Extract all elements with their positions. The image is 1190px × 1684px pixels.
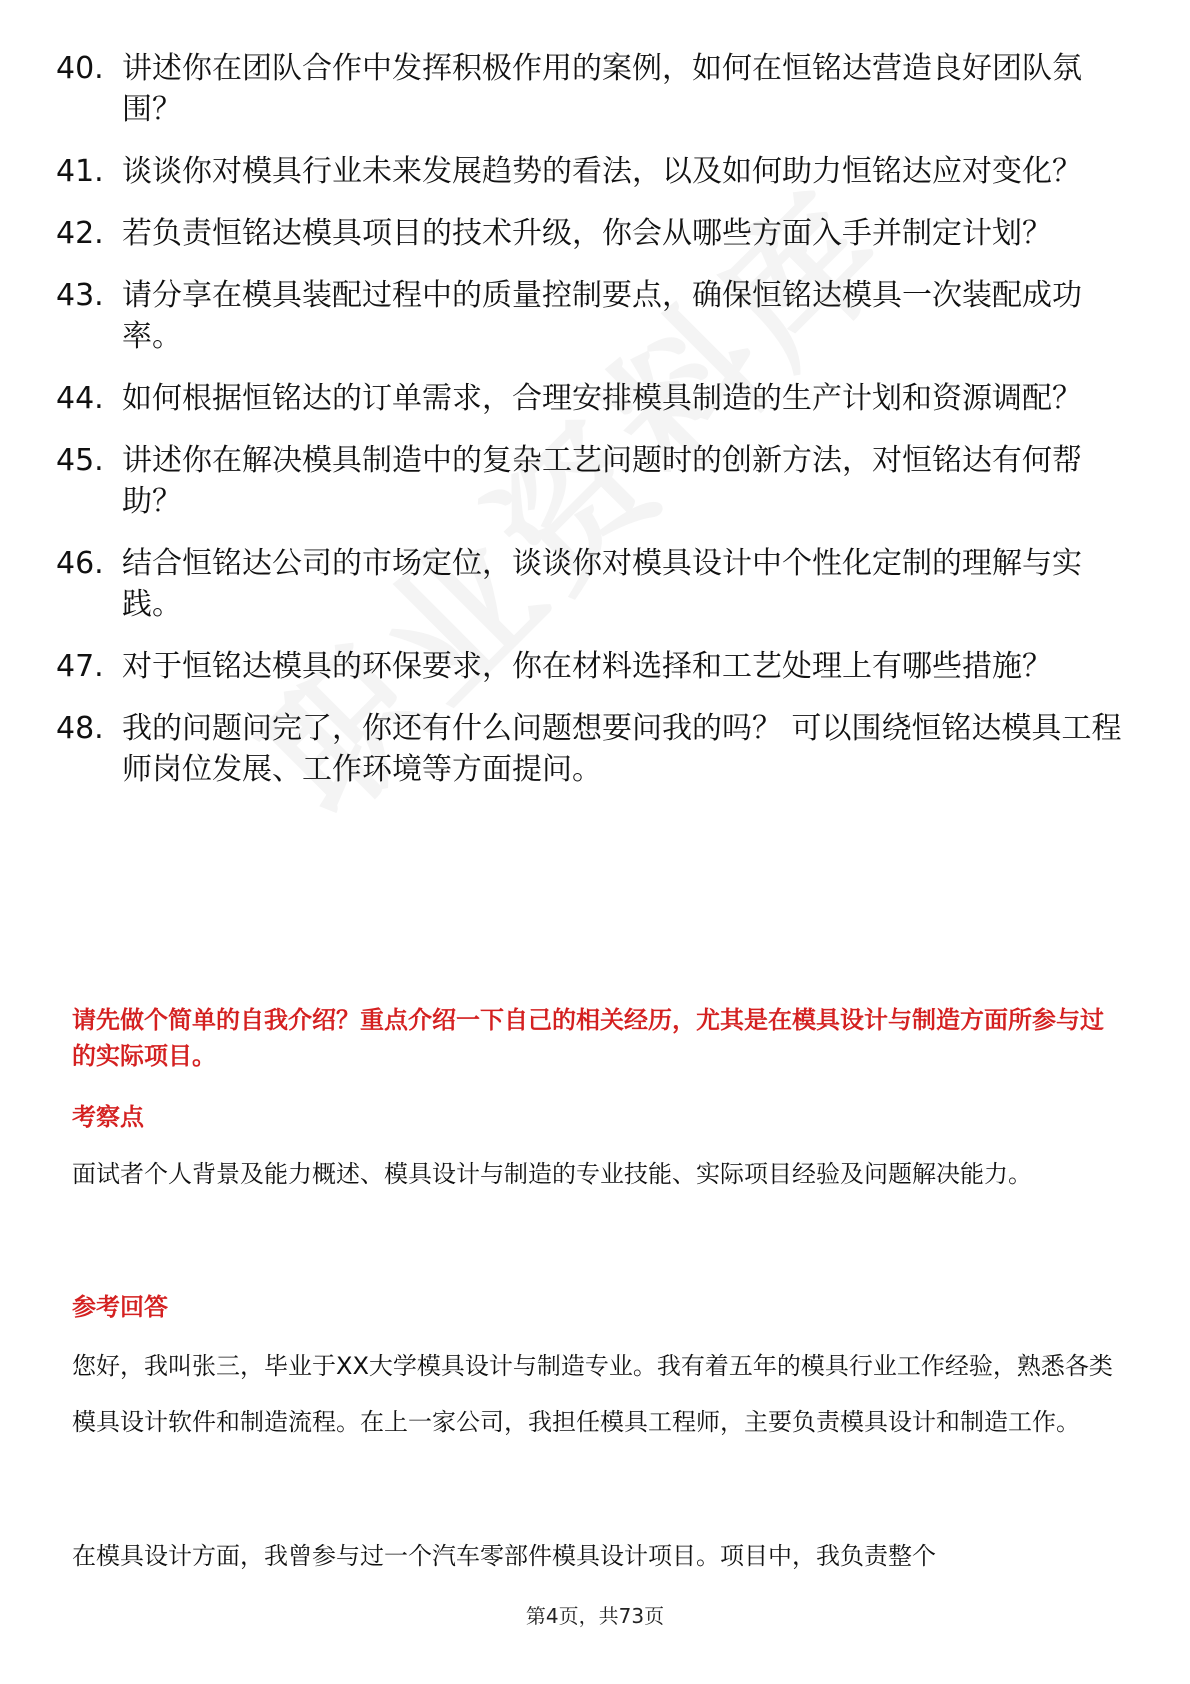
answer-label: 参考回答 bbox=[72, 1293, 168, 1321]
question-item bbox=[56, 213, 1126, 254]
question-item bbox=[56, 646, 1126, 687]
question-text: 若负责恒铭达模具项目的技术升级，你会从哪些方面入手并制定计划？ bbox=[122, 216, 1052, 251]
question-text: 请分享在模具装配过程中的质量控制要点，确保恒铭达模具一次装配成功率。 bbox=[122, 278, 1082, 354]
question-item bbox=[56, 543, 1126, 625]
focus-label: 考察点 bbox=[72, 1103, 144, 1131]
question-item bbox=[56, 48, 1126, 130]
page-footer: 第4页，共73页 bbox=[525, 1604, 665, 1628]
question-number: 46. bbox=[56, 546, 104, 581]
answer-paragraph: 您好，我叫张三，毕业于XX大学模具设计与制造专业。我有着五年的模具行业工作经验，熟悉各类模具设计软件和制造流程。在上一家公司，我担任模具工程师，主要负责模具设计和制造工作。 bbox=[72, 1352, 1113, 1436]
focus-text: 面试者个人背景及能力概述、模具设计与制造的专业技能、实际项目经验及问题解决能力。 bbox=[72, 1160, 1032, 1188]
question-text: 如何根据恒铭达的订单需求，合理安排模具制造的生产计划和资源调配？ bbox=[122, 381, 1082, 416]
answer-paragraph: 在模具设计方面，我曾参与过一个汽车零部件模具设计项目。项目中，我负责整个 bbox=[72, 1542, 936, 1570]
question-text: 讲述你在解决模具制造中的复杂工艺问题时的创新方法，对恒铭达有何帮助？ bbox=[122, 443, 1082, 519]
question-text: 谈谈你对模具行业未来发展趋势的看法，以及如何助力恒铭达应对变化？ bbox=[122, 154, 1082, 189]
question-item bbox=[56, 275, 1126, 357]
question-number: 42. bbox=[56, 216, 104, 251]
question-item bbox=[56, 151, 1126, 192]
question-item bbox=[56, 440, 1126, 522]
question-item bbox=[56, 708, 1126, 790]
question-number: 48. bbox=[56, 711, 104, 746]
question-number: 44. bbox=[56, 381, 104, 416]
question-number: 45. bbox=[56, 443, 104, 478]
question-number: 40. bbox=[56, 51, 104, 86]
question-number: 47. bbox=[56, 649, 104, 684]
question-item bbox=[56, 378, 1126, 419]
featured-question: 请先做个简单的自我介绍？重点介绍一下自己的相关经历，尤其是在模具设计与制造方面所参与过的实际项目。 bbox=[72, 1006, 1104, 1070]
question-list bbox=[56, 48, 1126, 811]
question-number: 43. bbox=[56, 278, 104, 313]
question-text: 对于恒铭达模具的环保要求，你在材料选择和工艺处理上有哪些措施？ bbox=[122, 649, 1052, 684]
question-text: 结合恒铭达公司的市场定位，谈谈你对模具设计中个性化定制的理解与实践。 bbox=[122, 546, 1082, 622]
question-number: 41. bbox=[56, 154, 104, 189]
question-text: 讲述你在团队合作中发挥积极作用的案例，如何在恒铭达营造良好团队氛围？ bbox=[122, 51, 1082, 127]
question-text: 我的问题问完了，你还有什么问题想要问我的吗？ 可以围绕恒铭达模具工程师岗位发展、工作环境等方面提问。 bbox=[122, 711, 1122, 787]
